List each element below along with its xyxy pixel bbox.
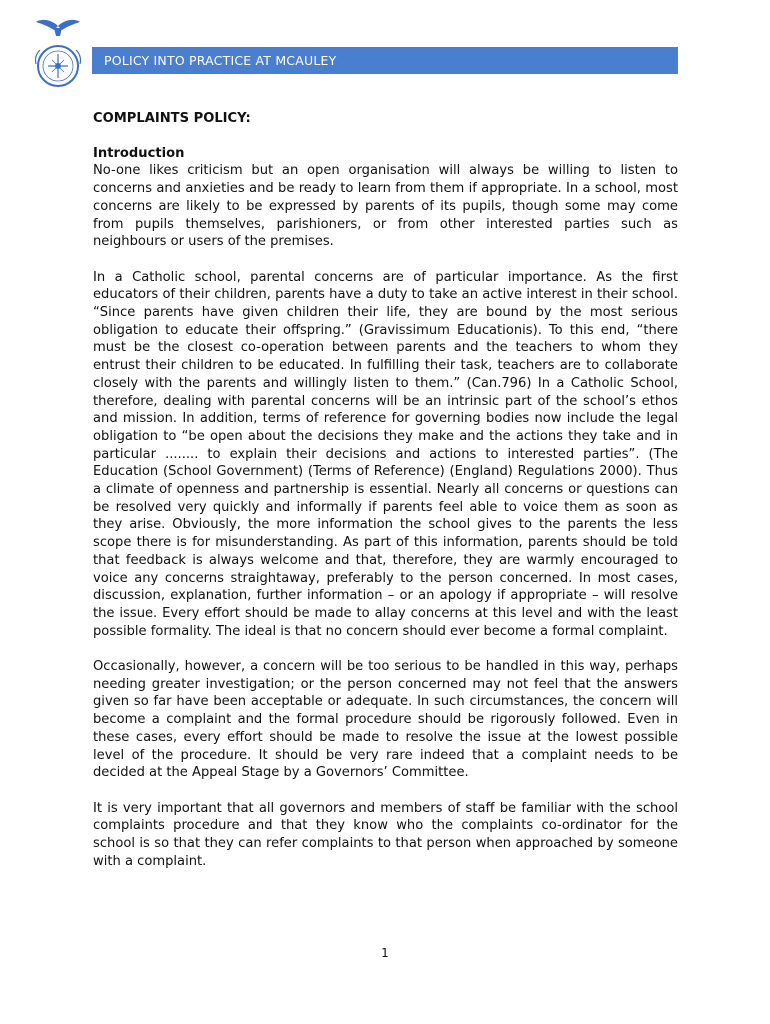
header-banner xyxy=(92,47,678,74)
page-number: 1 xyxy=(381,946,389,960)
document-body xyxy=(93,110,678,888)
paragraph: Occasionally, however, a concern will be too serious to be handled in this way, perhaps needing greater investigation; or the person concerned may not feel that the answers given so far have been acceptable or adequate. In such circumstances, the concern will become a complaint and the formal procedure should be rigorously followed. Even in these cases, every effort should be made to resolve the issue at the lowest possible level of the procedure. It should be very rare indeed that a complaint needs to be decided at the Appeal Stage by a Governors’ Committee. xyxy=(93,659,678,781)
paragraph: It is very important that all governors and members of staff be familiar with the school complaints procedure and that they know who the complaints co-ordinator for the school is so that they can refer complaints to that person when approached by someone with a complaint. xyxy=(93,800,678,869)
section-heading: Introduction xyxy=(93,145,185,161)
paragraph: In a Catholic school, parental concerns are of particular importance. As the first educators of their children, parents have a duty to take an active interest in their school. “Since parents have given children their life, they are bound by the most serious obligation to educate their offspring.” (Gravissimum Educationis). To this end, “there must be the closest co-operation between parents and the teachers to whom they entrust their children to be educated. In fulfilling their task, teachers are to collaborate closely with the parents and willingly listen to them.” (Can.796) In a Catholic School, therefore, dealing with parental concerns will be an intrinsic part of the school’s ethos and mission. In addition, terms of reference for governing bodies now include the legal obligation to “be open about the decisions they make and the actions they take and in particular ........ to explain their decisions and actions to interested parties”. (The Education (School Government) (Terms of Reference) (England) Regulations 2000). Thus a climate of openness and partnership is essential. Nearly all concerns or questions can be resolved very quickly and informally if parents feel able to voice them as soon as they arise. Obviously, the more information the school gives to the parents the less scope there is for misunderstanding. As part of this information, parents should be told that feedback is always welcome and that, therefore, they are warmly encouraged to voice any concerns straightaway, preferably to the person concerned. In most cases, discussion, explanation, further information – or an apology if appropriate – will resolve the issue. Every effort should be made to allay concerns at this level and with the least possible formality. The ideal is that no concern should ever become a formal complaint. xyxy=(93,269,678,639)
banner-title: POLICY INTO PRACTICE AT MCAULEY xyxy=(104,53,337,68)
document-title: COMPLAINTS POLICY: xyxy=(93,111,251,126)
paragraph: No-one likes criticism but an open organisation will always be willing to listen to concerns and anxieties and be ready to learn from them if appropriate. In a school, most concerns are likely to be expressed by parents of its pupils, though some may come from pupils themselves, parishioners, or from other interested parties such as neighbours or users of the premises. xyxy=(93,163,678,250)
school-crest-icon xyxy=(26,16,90,90)
